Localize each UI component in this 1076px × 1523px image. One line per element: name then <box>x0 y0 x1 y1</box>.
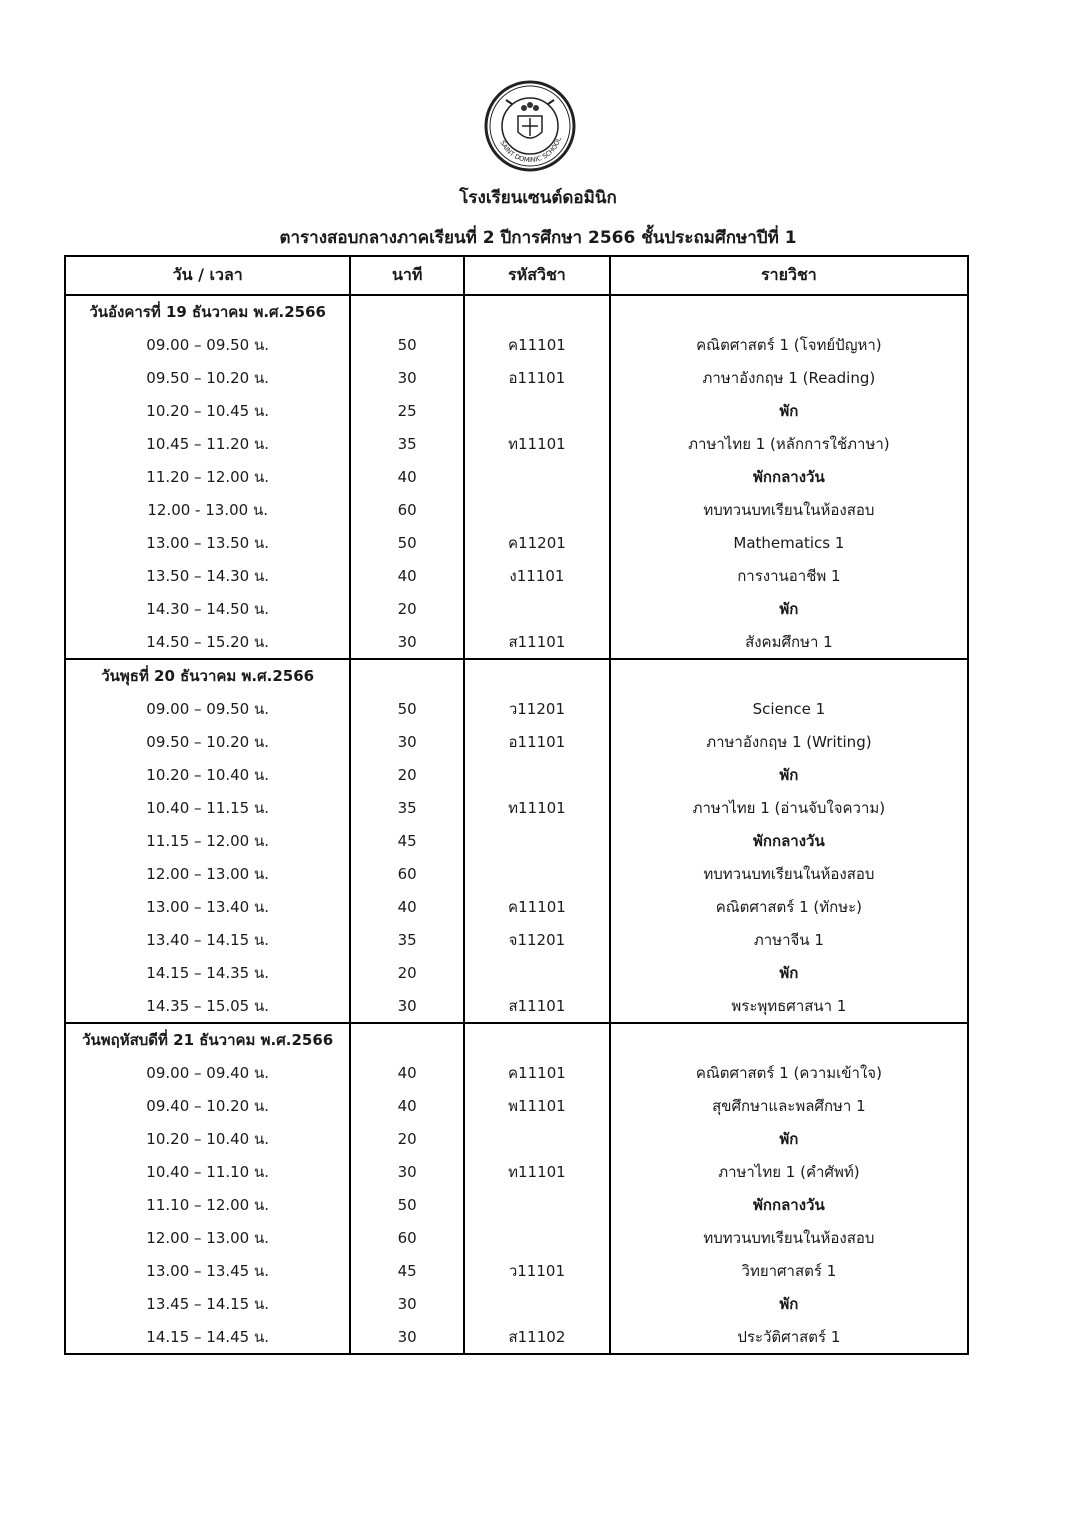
subject-cell: ภาษาจีน 1 <box>610 923 968 956</box>
minutes-cell: 40 <box>350 559 464 592</box>
subject-cell: ทบทวนบทเรียนในห้องสอบ <box>610 857 968 890</box>
subject-cell: ทบทวนบทเรียนในห้องสอบ <box>610 493 968 526</box>
minutes-cell: 50 <box>350 692 464 725</box>
minutes-cell: 25 <box>350 394 464 427</box>
time-cell: 13.50 – 14.30 น. <box>65 559 350 592</box>
table-row <box>65 1254 968 1287</box>
time-cell: 09.00 – 09.50 น. <box>65 692 350 725</box>
time-cell: 12.00 - 13.00 น. <box>65 493 350 526</box>
time-cell: 09.50 – 10.20 น. <box>65 361 350 394</box>
col-header-day-time: วัน / เวลา <box>65 256 350 295</box>
empty-cell <box>464 295 610 328</box>
table-row <box>65 328 968 361</box>
subject-code-cell: ว11201 <box>464 692 610 725</box>
time-cell: 10.45 – 11.20 น. <box>65 427 350 460</box>
subject-cell: การงานอาชีพ 1 <box>610 559 968 592</box>
page-title: ตารางสอบกลางภาคเรียนที่ 2 ปีการศึกษา 2566 ชั้นประถมศึกษาปีที่ 1 <box>279 228 797 248</box>
subject-cell: ทบทวนบทเรียนในห้องสอบ <box>610 1221 968 1254</box>
subject-cell: พักกลางวัน <box>610 824 968 857</box>
time-cell: 12.00 – 13.00 น. <box>65 857 350 890</box>
table-row <box>65 692 968 725</box>
exam-schedule-table <box>64 255 969 1355</box>
minutes-cell: 30 <box>350 361 464 394</box>
subject-code-cell <box>464 956 610 989</box>
table-row <box>65 1122 968 1155</box>
table-row <box>65 625 968 659</box>
minutes-cell: 50 <box>350 1188 464 1221</box>
time-cell: 10.20 – 10.45 น. <box>65 394 350 427</box>
time-cell: 12.00 – 13.00 น. <box>65 1221 350 1254</box>
time-cell: 14.15 – 14.35 น. <box>65 956 350 989</box>
table-row <box>65 361 968 394</box>
table-row <box>65 592 968 625</box>
minutes-cell: 35 <box>350 427 464 460</box>
subject-cell: พักกลางวัน <box>610 1188 968 1221</box>
subject-code-cell <box>464 1287 610 1320</box>
minutes-cell: 30 <box>350 989 464 1023</box>
subject-cell: ภาษาไทย 1 (อ่านจับใจความ) <box>610 791 968 824</box>
day-header-row <box>65 295 968 328</box>
minutes-cell: 60 <box>350 857 464 890</box>
subject-code-cell: ค11101 <box>464 1056 610 1089</box>
table-row <box>65 1056 968 1089</box>
subject-cell: คณิตศาสตร์ 1 (ทักษะ) <box>610 890 968 923</box>
empty-cell <box>464 1023 610 1056</box>
minutes-cell: 30 <box>350 1287 464 1320</box>
day-label: วันพฤหัสบดีที่ 21 ธันวาคม พ.ศ.2566 <box>65 1023 350 1056</box>
time-cell: 14.30 – 14.50 น. <box>65 592 350 625</box>
table-row <box>65 758 968 791</box>
table-row <box>65 1188 968 1221</box>
subject-code-cell: ค11201 <box>464 526 610 559</box>
table-row <box>65 1089 968 1122</box>
subject-cell: พัก <box>610 1122 968 1155</box>
empty-cell <box>464 659 610 692</box>
time-cell: 10.20 – 10.40 น. <box>65 1122 350 1155</box>
subject-code-cell <box>464 1122 610 1155</box>
time-cell: 14.15 – 14.45 น. <box>65 1320 350 1354</box>
time-cell: 09.00 – 09.40 น. <box>65 1056 350 1089</box>
subject-code-cell: ส11102 <box>464 1320 610 1354</box>
table-row <box>65 493 968 526</box>
subject-code-cell <box>464 1188 610 1221</box>
subject-cell: ภาษาไทย 1 (หลักการใช้ภาษา) <box>610 427 968 460</box>
subject-cell: คณิตศาสตร์ 1 (โจทย์ปัญหา) <box>610 328 968 361</box>
col-header-code: รหัสวิชา <box>464 256 610 295</box>
table-row <box>65 923 968 956</box>
minutes-cell: 20 <box>350 758 464 791</box>
school-seal-logo <box>484 80 576 172</box>
subject-code-cell <box>464 824 610 857</box>
table-row <box>65 824 968 857</box>
subject-code-cell <box>464 493 610 526</box>
subject-cell: ภาษาอังกฤษ 1 (Writing) <box>610 725 968 758</box>
table-row <box>65 559 968 592</box>
subject-code-cell <box>464 592 610 625</box>
table-body <box>65 295 968 1354</box>
minutes-cell: 30 <box>350 625 464 659</box>
minutes-cell: 20 <box>350 592 464 625</box>
minutes-cell: 35 <box>350 791 464 824</box>
subject-code-cell: ส11101 <box>464 989 610 1023</box>
col-header-minutes: นาที <box>350 256 464 295</box>
empty-cell <box>610 659 968 692</box>
subject-code-cell: ค11101 <box>464 890 610 923</box>
subject-code-cell: อ11101 <box>464 725 610 758</box>
minutes-cell: 50 <box>350 328 464 361</box>
table-row <box>65 857 968 890</box>
subject-code-cell <box>464 394 610 427</box>
minutes-cell: 60 <box>350 1221 464 1254</box>
subject-code-cell: จ11201 <box>464 923 610 956</box>
subject-code-cell: พ11101 <box>464 1089 610 1122</box>
time-cell: 10.20 – 10.40 น. <box>65 758 350 791</box>
subject-code-cell <box>464 758 610 791</box>
time-cell: 11.15 – 12.00 น. <box>65 824 350 857</box>
table-row <box>65 394 968 427</box>
subject-cell: คณิตศาสตร์ 1 (ความเข้าใจ) <box>610 1056 968 1089</box>
time-cell: 13.00 – 13.40 น. <box>65 890 350 923</box>
day-label: วันพุธที่ 20 ธันวาคม พ.ศ.2566 <box>65 659 350 692</box>
time-cell: 13.45 – 14.15 น. <box>65 1287 350 1320</box>
empty-cell <box>350 659 464 692</box>
day-header-row <box>65 659 968 692</box>
subject-code-cell <box>464 460 610 493</box>
time-cell: 10.40 – 11.15 น. <box>65 791 350 824</box>
minutes-cell: 40 <box>350 1089 464 1122</box>
time-cell: 10.40 – 11.10 น. <box>65 1155 350 1188</box>
subject-code-cell: อ11101 <box>464 361 610 394</box>
subject-cell: พัก <box>610 1287 968 1320</box>
subject-code-cell <box>464 1221 610 1254</box>
minutes-cell: 60 <box>350 493 464 526</box>
table-header-row <box>65 256 968 295</box>
subject-cell: พัก <box>610 758 968 791</box>
subject-cell: ภาษาไทย 1 (คำศัพท์) <box>610 1155 968 1188</box>
time-cell: 09.00 – 09.50 น. <box>65 328 350 361</box>
minutes-cell: 30 <box>350 1155 464 1188</box>
subject-code-cell: ท11101 <box>464 1155 610 1188</box>
table-row <box>65 989 968 1023</box>
minutes-cell: 20 <box>350 956 464 989</box>
subject-code-cell: ง11101 <box>464 559 610 592</box>
day-label: วันอังคารที่ 19 ธันวาคม พ.ศ.2566 <box>65 295 350 328</box>
table-row <box>65 725 968 758</box>
day-header-row <box>65 1023 968 1056</box>
subject-code-cell: ส11101 <box>464 625 610 659</box>
table-row <box>65 1287 968 1320</box>
time-cell: 13.40 – 14.15 น. <box>65 923 350 956</box>
table-row <box>65 890 968 923</box>
minutes-cell: 30 <box>350 725 464 758</box>
minutes-cell: 45 <box>350 1254 464 1287</box>
table-row <box>65 526 968 559</box>
col-header-subject: รายวิชา <box>610 256 968 295</box>
svg-text:SAINT DOMINIC SCHOOL: SAINT DOMINIC SCHOOL <box>498 136 563 165</box>
time-cell: 11.20 – 12.00 น. <box>65 460 350 493</box>
time-cell: 09.40 – 10.20 น. <box>65 1089 350 1122</box>
table-row <box>65 1221 968 1254</box>
time-cell: 13.00 – 13.50 น. <box>65 526 350 559</box>
time-cell: 13.00 – 13.45 น. <box>65 1254 350 1287</box>
subject-cell: สังคมศึกษา 1 <box>610 625 968 659</box>
school-name: โรงเรียนเซนต์ดอมินิก <box>459 188 617 208</box>
subject-cell: วิทยาศาสตร์ 1 <box>610 1254 968 1287</box>
table-row <box>65 1155 968 1188</box>
minutes-cell: 20 <box>350 1122 464 1155</box>
subject-code-cell <box>464 857 610 890</box>
subject-cell: พักกลางวัน <box>610 460 968 493</box>
subject-cell: Science 1 <box>610 692 968 725</box>
table-row <box>65 956 968 989</box>
empty-cell <box>610 295 968 328</box>
subject-cell: พัก <box>610 956 968 989</box>
subject-cell: พัก <box>610 394 968 427</box>
time-cell: 14.50 – 15.20 น. <box>65 625 350 659</box>
time-cell: 11.10 – 12.00 น. <box>65 1188 350 1221</box>
table-row <box>65 427 968 460</box>
subject-code-cell: ท11101 <box>464 427 610 460</box>
minutes-cell: 50 <box>350 526 464 559</box>
minutes-cell: 35 <box>350 923 464 956</box>
table-row <box>65 460 968 493</box>
table-row <box>65 791 968 824</box>
minutes-cell: 30 <box>350 1320 464 1354</box>
subject-cell: ประวัติศาสตร์ 1 <box>610 1320 968 1354</box>
minutes-cell: 40 <box>350 1056 464 1089</box>
subject-cell: Mathematics 1 <box>610 526 968 559</box>
table-row <box>65 1320 968 1354</box>
empty-cell <box>350 295 464 328</box>
empty-cell <box>610 1023 968 1056</box>
subject-cell: สุขศึกษาและพลศึกษา 1 <box>610 1089 968 1122</box>
subject-cell: พระพุทธศาสนา 1 <box>610 989 968 1023</box>
subject-code-cell: ว11101 <box>464 1254 610 1287</box>
subject-code-cell: ค11101 <box>464 328 610 361</box>
subject-code-cell: ท11101 <box>464 791 610 824</box>
subject-cell: พัก <box>610 592 968 625</box>
subject-cell: ภาษาอังกฤษ 1 (Reading) <box>610 361 968 394</box>
time-cell: 14.35 – 15.05 น. <box>65 989 350 1023</box>
time-cell: 09.50 – 10.20 น. <box>65 725 350 758</box>
empty-cell <box>350 1023 464 1056</box>
minutes-cell: 40 <box>350 890 464 923</box>
minutes-cell: 40 <box>350 460 464 493</box>
minutes-cell: 45 <box>350 824 464 857</box>
